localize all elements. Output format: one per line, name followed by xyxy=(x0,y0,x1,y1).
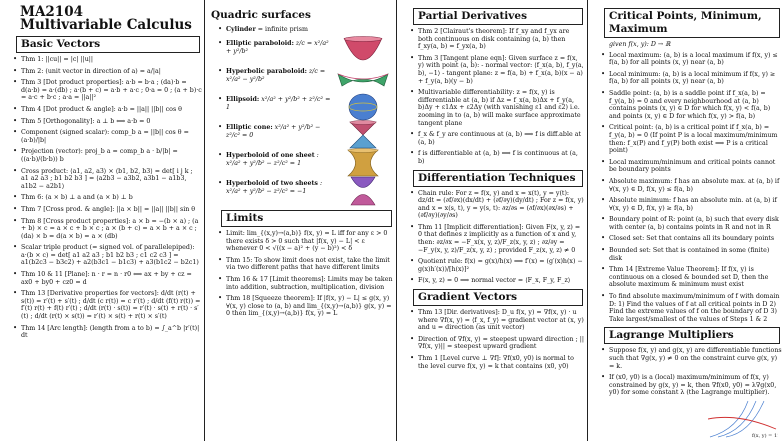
gradient-list xyxy=(399,309,585,370)
section-differentiation-techniques: Differentiation Techniques xyxy=(413,170,583,187)
list-item: • Scalar triple product (= signed vol. of parallelepiped): a·(b × c) = det[ a1 a2 a3 ; b1 b2 b3 ; c1 c2 c3 ] = a1(b2c3 − b3c2) + a2(b3c1 − b1c3) + a3(b1c2 − b2c1) xyxy=(2,244,202,267)
quadric-name: Hyperbolic paraboloid: xyxy=(226,68,307,75)
list-item: • Component (signed scalar): comp_b a = ||b|| cos θ = (a·b)/|b| xyxy=(2,129,202,144)
column-derivatives xyxy=(399,0,585,441)
course-name: Multivariable Calculus xyxy=(20,17,192,33)
quadric-equation: z/c = x²/a² − y²/b² xyxy=(226,68,326,83)
quadric-equation: x²/a² + y²/b² − z²/c² = 0 xyxy=(226,124,321,139)
list-item: • Absolute maximum: f has an absolute max. at (a, b) if ∀(x, y) ∈ D, f(x, y) ≤ f(a, b) xyxy=(590,178,782,193)
list-item: • Local maximum: (a, b) is a local maximum if f(x, y) ≤ f(a, b) for all points (x, y) near (a, b) xyxy=(590,52,782,67)
list-item: • F(x, y, z) = 0 ⟹ normal vector = ⟨F_x, F_y, F_z⟩ xyxy=(399,277,585,285)
quadric-elliptic-paraboloid xyxy=(207,40,394,64)
list-item: • Direction of ∇f(x, y) = steepest upward direction ; ||∇f(x, y)|| = steepest upward gradient xyxy=(399,336,585,351)
list-item: • Thm 8 [Cross product properties]: a × b = −(b × a) ; (a + b) × c = a × c + b × c ; a × (b + c) = a × b + a × c ; (da) × b = d(a × b) = a × (db) xyxy=(2,218,202,241)
list-item: • Thm 3 [Tangent plane eqn]: Given surface z = f(x, y) with point (a, b): - normal vector: ⟨f_x(a, b), f_y(a, b), −1⟩ - tangent plane: z = f(a, b) + f_x(a, b)(x − a) + f_y(a, b)(y − b) xyxy=(399,55,585,85)
quadric-name: Ellipsoid: xyxy=(226,96,260,103)
section-limits: Limits xyxy=(221,210,392,227)
contour-label: f(x, y) = 11 xyxy=(752,433,778,439)
list-item: • Thm 10 & 11 [Plane]: n · r = n · r0 ⟺ ax + by + cz = ax0 + by0 + cz0 = d xyxy=(2,271,202,286)
course-code: MA2104 xyxy=(20,4,83,20)
quadric-hyperboloid-one-sheet xyxy=(207,152,394,176)
list-item: • Thm 5 [Orthogonality]: a ⊥ b ⟺ a·b = 0 xyxy=(2,118,202,126)
list-item: • Thm 14 [Extreme Value Theorem]: If f(x, y) is continuous on a closed & bounded set D, then the absolute maximum & minimum must exist xyxy=(590,266,782,289)
list-item: • Suppose f(x, y) and g(x, y) are differentiable functions such that ∇g(x, y) ≠ 0 on the constraint curve g(x, y) = k. xyxy=(590,347,782,370)
quadric-equation: : x²/a² + y²/b² − z²/c² = −1 xyxy=(226,180,323,195)
ellipsoid-figure xyxy=(334,92,392,122)
section-partial-derivatives: Partial Derivatives xyxy=(413,8,583,25)
list-item: • Multivariable differentiability: z = f(x, y) is differentiable at (a, b) if Δz = f_x(a, b)Δx + f_y(a, b)Δy + ε1Δx + ε2Δy (with vanishing ε1 and ε2) i.e. zooming in to (a, b) will make surface approximate tangent plane xyxy=(399,89,585,127)
list-item: • Thm 16 & 17 [Limit theorems]: Limits may be taken into addition, subtraction, multiplication, division xyxy=(207,276,394,291)
list-item: • Boundary point of R: point (a, b) such that every disk with center (a, b) contains points in R and not in R xyxy=(590,216,782,231)
list-item: • Bounded set: Set that is contained in some (finite) disk xyxy=(590,247,782,262)
list-item: • Thm 4 [Dot product & angle]: a·b = ||a|| ||b|| cos θ xyxy=(2,106,202,114)
quadric-name: Elliptic cone: xyxy=(226,124,273,131)
list-item: • Closed set: Set that contains all its boundary points xyxy=(590,235,782,243)
section-lagrange-multipliers: Lagrange Multipliers xyxy=(604,327,780,344)
saddle-figure xyxy=(334,64,392,94)
partials-list xyxy=(399,28,585,166)
list-item: • To find absolute maximum/minimum of f with domain D: 1) Find the values of f at all critical points in D 2) Find the extreme values of f on the boundary of D 3) Take largest/smallest of the values of Steps 1 & 2 xyxy=(590,293,782,323)
column-basic-vectors xyxy=(2,0,202,441)
list-item: • Limit: lim_{(x,y)→(a,b)} f(x, y) = L iff for any ε > 0 there exists δ > 0 such that |f(x, y) − L| < ε whenever 0 < √((x − a)² + (y − b)²) < δ xyxy=(207,230,394,253)
list-item: • Projection (vector): proj_b a = comp_b a · b/|b| = ((a·b)/(b·b)) b xyxy=(2,148,202,163)
list-item: • Local minimum: (a, b) is a local minimum if f(x, y) ≥ f(a, b) for all points (x, y) near (a, b) xyxy=(590,71,782,86)
column-quadrics-limits xyxy=(207,0,394,441)
quadric-hyperboloid-two-sheets xyxy=(207,180,394,204)
column-divider xyxy=(396,0,397,441)
list-item: • f is differentiable at (a, b) ⟹ f is continuous at (a, b) xyxy=(399,150,585,165)
list-item: • Thm 13 [Dir. derivatives]: D_u f(x, y) = ∇f(x, y) · u where ∇f(x, y) = ⟨f_x, f_y⟩ = gradient vector at (x, y) and u = direction (as unit vector) xyxy=(399,309,585,332)
list-item: • Thm 11 [Implicit differentiation]: Given F(x, y, z) = 0 that defines z implicitly as a function of x and y, then: ∂z/∂x = −F_x(x, y, z)/F_z(x, y, z) ; ∂z/∂y = −F_y(x, y, z)/F_z(x, y, z) ; provided F_z(x, y, z) ≠ 0 xyxy=(399,224,585,254)
quadric-elliptic-cone xyxy=(207,124,394,148)
list-item: • Saddle point: (a, b) is a saddle point if f_x(a, b) = f_y(a, b) = 0 and every neighbourhood at (a, b) contains points (x, y) ∈ D for which f(x, y) < f(a, b) and points (x, y) ∈ D for which f(x, y) > f(a, b) xyxy=(590,90,782,120)
list-item: • Thm 2: (unit vector in direction of a) = a/|a| xyxy=(2,68,202,76)
list-item: • Thm 1 [Level curve ⊥ ∇f]: ∇f(x0, y0) is normal to the level curve f(x, y) = k that contains (x0, y0) xyxy=(399,355,585,370)
quadric-name: Hyperboloid of one sheet xyxy=(226,152,315,159)
column-divider xyxy=(204,0,205,441)
quadric-cylinder xyxy=(207,26,394,36)
quadric-equation: : x²/a² + y²/b² − z²/c² = 1 xyxy=(226,152,319,167)
list-item: • Cross product: ⟨a1, a2, a3⟩ × ⟨b1, b2, b3⟩ = det[ i j k ; a1 a2 a3 ; b1 b2 b3 ] = ⟨a2b3 − a3b2, a3b1 − a1b3, a1b2 − a2b1⟩ xyxy=(2,168,202,191)
quadric-equation: = infinite prism xyxy=(257,26,308,33)
list-item: • Thm 13 [Derivative properties for vectors]: d/dt (r(t) + s(t)) = r′(t) + s′(t) ; d/dt (c r(t)) = c r′(t) ; d/dt (f(t) r(t)) = f′(t) r(t) + f(t) r′(t) ; d/dt (r(t) · s(t)) = r′(t) · s(t) + r(t) · s′(t) ; d/dt (r(t) × s(t)) = r′(t) × s(t) + r(t) × s′(t) xyxy=(2,290,202,320)
quadric-equation: x²/a² + y²/b² + z²/c² = 1 xyxy=(226,96,331,111)
lagrange-list xyxy=(590,347,782,397)
list-item: • Thm 2 [Clairaut's theorem]: If f_xy and f_yx are both continuous on disk containing (a, b) then f_xy(a, b) = f_yx(a, b) xyxy=(399,28,585,51)
quadric-list xyxy=(207,26,394,204)
section-quadric-surfaces: Quadric surfaces xyxy=(211,9,311,21)
list-item: • Thm 15: To show limit does not exist, take the limit via two different paths that have different limits xyxy=(207,257,394,272)
quadric-ellipsoid xyxy=(207,96,394,120)
basic-vectors-list xyxy=(2,56,202,340)
critical-list xyxy=(590,52,782,324)
list-item: • Critical point: (a, b) is a critical point if f_x(a, b) = f_y(a, b) = 0 (If point P is a local maximum/minimum then: f_x(P) and f_y(P) both exist ⟹ P is a critical point) xyxy=(590,124,782,154)
list-item: • Local maximum/minimum and critical points cannot be boundary points xyxy=(590,159,782,174)
list-item: • Thm 6: (a × b) ⊥ a and (a × b) ⊥ b xyxy=(2,194,202,202)
page-title xyxy=(20,6,202,32)
list-item: • Thm 3 [Dot product properties]: a·b = b·a ; (da)·b = d(a·b) = a·(db) ; a·(b + c) = a·b + a·c ; 0·a = 0 ; (a + b)·c = a·c + b·c ; a·a = ||a||² xyxy=(2,79,202,102)
paraboloid-figure xyxy=(334,36,392,66)
section-gradient-vectors: Gradient Vectors xyxy=(413,289,583,306)
quadric-equation: z/c = x²/a² + y²/b² xyxy=(226,40,329,55)
column-divider xyxy=(587,0,588,441)
list-item: • Quotient rule: f(x) = g(x)/h(x) ⟹ f′(x) = (g′(x)h(x) − g(x)h′(x))/[h(x)]² xyxy=(399,258,585,273)
section-basic-vectors: Basic Vectors xyxy=(16,36,200,53)
list-item: • Thm 18 [Squeeze theorem]: If |f(x, y) − L| ≤ g(x, y) ∀(x, y) close to (a, b) and lim_{(x,y)→(a,b)} g(x, y) = 0 then lim_{(x,y)→(a,b)} f(x, y) = L xyxy=(207,295,394,318)
hyperboloid-two-figure xyxy=(334,176,392,206)
quadric-name: Hyperboloid of two sheets xyxy=(226,180,318,187)
list-item: • Absolute minimum: f has an absolute min. at (a, b) if ∀(x, y) ∈ D, f(x, y) ≥ f(a, b) xyxy=(590,197,782,212)
list-item: • Thm 14 [Arc length]: (length from a to b) = ∫_a^b |r′(t)| dt xyxy=(2,325,202,340)
quadric-hyperbolic-paraboloid xyxy=(207,68,394,92)
quadric-name: Elliptic paraboloid: xyxy=(226,40,294,47)
list-item: • Chain rule: For z = f(x, y) and x = x(t), y = y(t): dz/dt = (∂f/∂x)(dx/dt) + (∂f/∂y)(dy/dt) ; For z = f(x, y) and x = x(s, t), y = y(s, t): ∂z/∂s = (∂f/∂x)(∂x/∂s) + (∂f/∂y)(∂y/∂s) xyxy=(399,190,585,220)
list-item: • f_x & f_y are continuous at (a, b) ⟹ f is diff.able at (a, b) xyxy=(399,131,585,146)
contour-plot xyxy=(708,399,778,439)
list-item: • If (x0, y0) is a (local) maximum/minimum of f(x, y) constrained by g(x, y) = k, then ∇f(x0, y0) = λ∇g(x0, y0) for some constant λ (the Lagrange multiplier). xyxy=(590,374,782,397)
limits-list xyxy=(207,230,394,318)
hyperboloid-one-figure xyxy=(334,148,392,178)
section-critical-points: Critical Points, Minimum, Maximum xyxy=(604,8,780,38)
domain-note: given f(x, y): D → ℝ xyxy=(609,41,671,48)
list-item: • Thm 1: ||cu|| = |c| ||u|| xyxy=(2,56,202,64)
list-item: • Thm 7 [Cross prod. & angle]: ||a × b|| = ||a|| ||b|| sin θ xyxy=(2,206,202,214)
cone-figure xyxy=(334,120,392,150)
techniques-list xyxy=(399,190,585,286)
quadric-name: Cylinder xyxy=(226,26,256,33)
column-critical-points xyxy=(590,0,782,441)
